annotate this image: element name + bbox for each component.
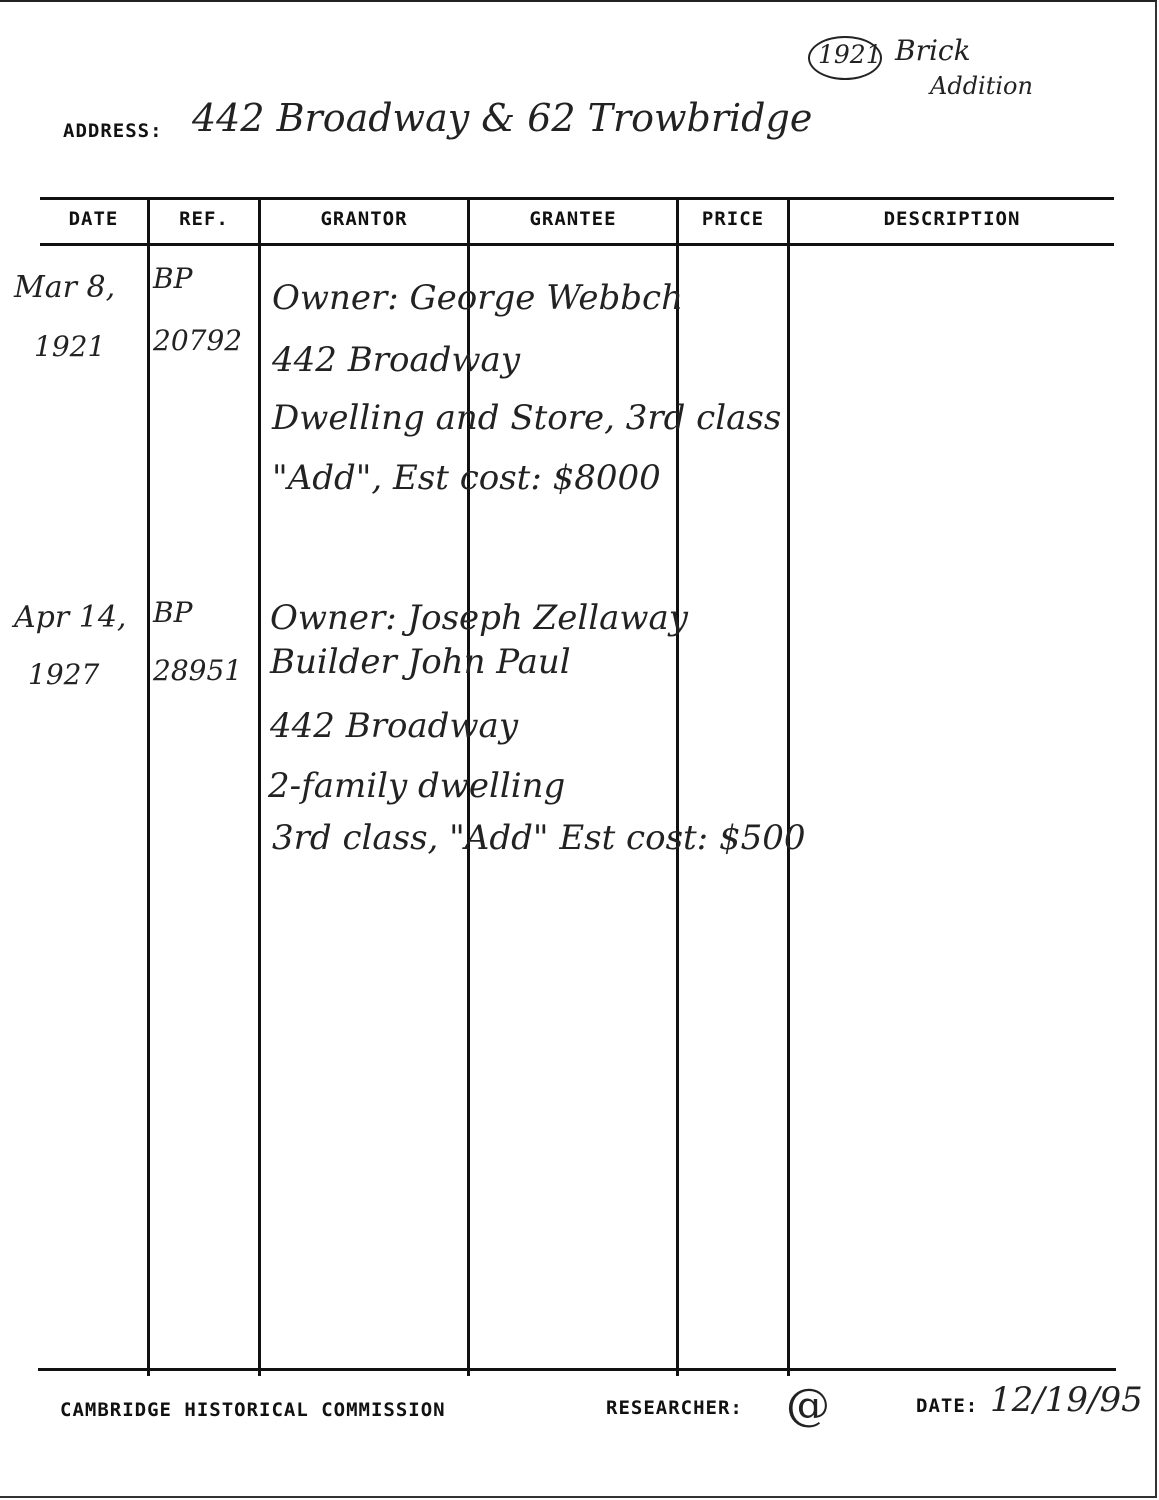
entry-ref-line-1: BP [153,596,193,629]
year-note-value: 1921 [818,40,882,69]
address-label: ADDRESS: [63,120,163,142]
entry-text-line-4: 2-family dwelling [268,766,566,806]
col-divider-4 [676,200,679,1376]
col-header-description: DESCRIPTION [883,208,1021,230]
footer-org: CAMBRIDGE HISTORICAL COMMISSION [60,1399,446,1421]
entry-text-line-5: 3rd class, "Add" Est cost: $500 [272,818,806,858]
col-divider-2 [258,200,261,1376]
col-header-grantor: GRANTOR [320,208,408,230]
entry-text-line-4: "Add", Est cost: $8000 [272,458,661,498]
note-text-addition: Addition [930,72,1033,100]
entry-ref-line-2: 20792 [153,324,243,357]
col-header-date: DATE [68,208,119,230]
researcher-label: RESEARCHER: [606,1397,743,1419]
col-header-ref: REF. [179,208,229,230]
table-bottom-rule [38,1368,1116,1371]
col-header-grantee: GRANTEE [529,208,617,230]
entry-text-line-2: 442 Broadway [272,340,521,380]
entry-date-line-2: 1921 [34,330,106,363]
entry-text-line-2: Builder John Paul [270,642,571,682]
entry-date-line-1: Mar 8, [14,270,116,305]
col-divider-5 [787,200,790,1376]
researcher-value: @ [786,1380,830,1431]
entry-ref-line-2: 28951 [153,654,243,687]
footer-date-value: 12/19/95 [990,1380,1143,1420]
footer-date-label: DATE: [916,1395,979,1417]
entry-text-line-1: Owner: Joseph Zellaway [270,598,688,638]
note-text-brick: Brick [895,34,971,67]
entry-text-line-3: 442 Broadway [270,706,519,746]
entry-text-line-1: Owner: George Webbch [272,278,683,318]
col-header-price: PRICE [701,208,765,230]
entry-text-line-3: Dwelling and Store, 3rd class [272,398,782,438]
address-value: 442 Broadway & 62 Trowbridge [192,96,813,140]
entry-ref-line-1: BP [153,262,193,295]
entry-date-line-1: Apr 14, [14,600,127,635]
col-divider-1 [147,200,150,1376]
table-header-rule [40,243,1114,246]
table-top-rule [40,197,1114,200]
entry-date-line-2: 1927 [28,658,100,691]
